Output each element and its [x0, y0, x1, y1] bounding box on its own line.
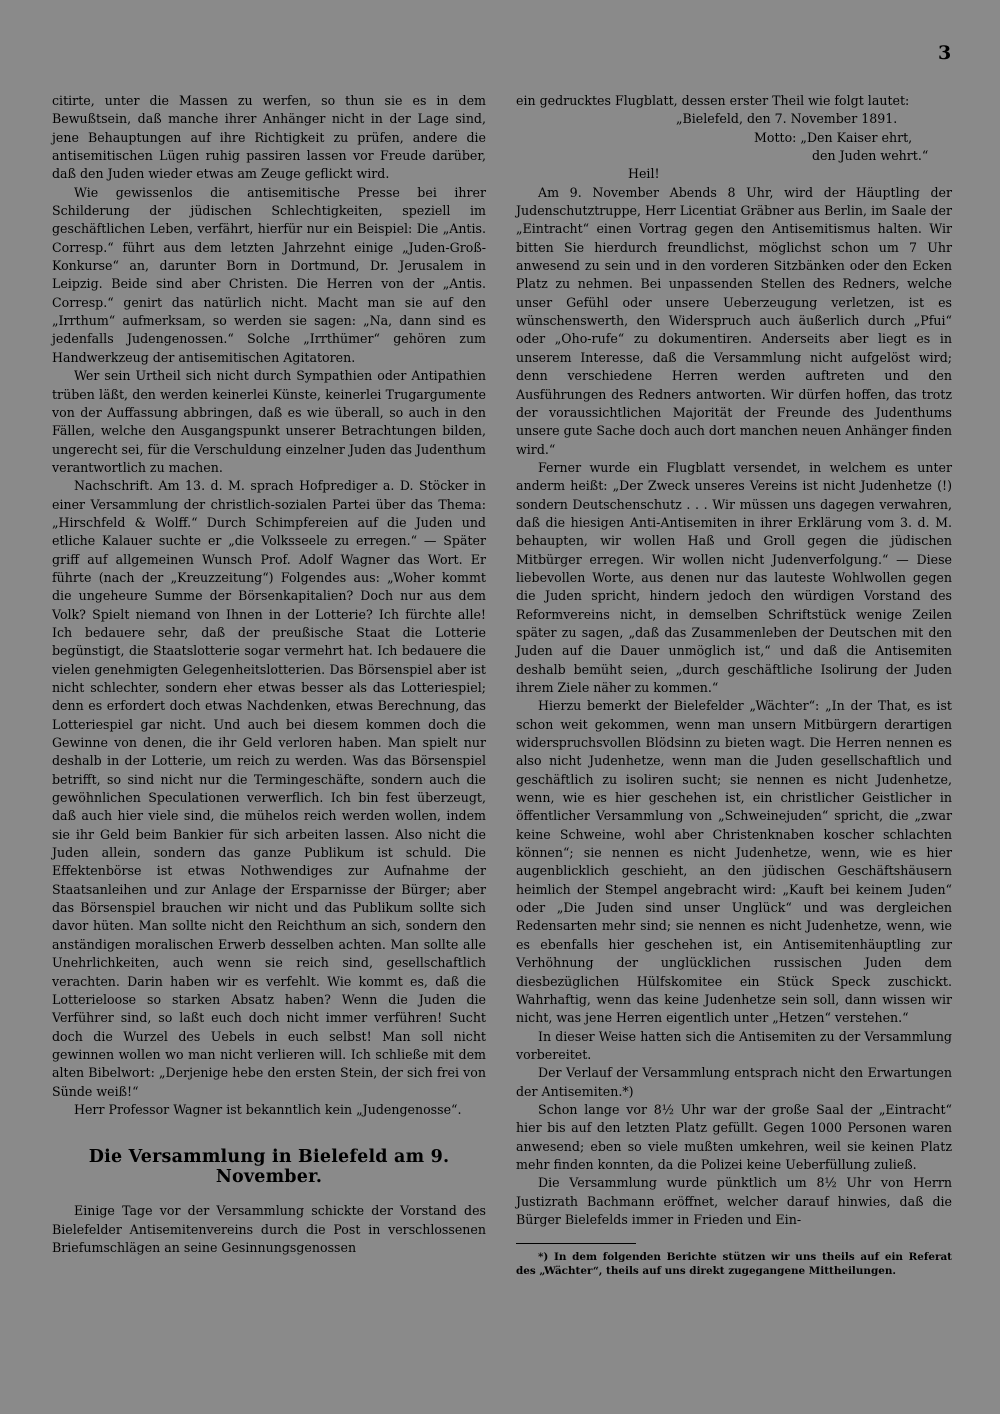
paragraph: Wer sein Urtheil sich nicht durch Sympathien oder Antipathien trüben läßt, den werden keinerlei Künste, keinerlei Trugargumente von der Auffassung abbringen, daß es wie überall, so auch in den Fällen, welche den Ausgangspunkt unserer Betrachtungen bilden, ungerecht sei, für die Verschuldung einzelner Juden das Judenthum verantwortlich zu machen. [52, 368, 486, 475]
paragraph: Herr Professor Wagner ist bekanntlich kein „Judengenosse“. [74, 1101, 462, 1117]
footnote-rule [516, 1243, 636, 1244]
section-heading: Die Versammlung in Bielefeld am 9. November. [88, 1147, 450, 1188]
flyer-dateline: „Bielefeld, den 7. November 1891. [676, 111, 898, 127]
flyer-motto: Motto: „Den Kaiser ehrt, [754, 129, 913, 145]
left-column [52, 92, 486, 1257]
paragraph: Der Verlauf der Versammlung entsprach nicht den Erwartungen der Antisemiten.*) [516, 1065, 952, 1099]
paragraph: ein gedrucktes Flugblatt, dessen erster Theil wie folgt lautet: [516, 93, 910, 108]
paragraph: Die Versammlung wurde pünktlich um 8½ Uhr von Herrn Justizrath Bachmann eröffnet, welcher darauf hinwies, daß die Bürger Bielefelds immer in Frieden und Ein- [516, 1175, 952, 1227]
paragraph: Wie gewissenlos die antisemitische Presse bei ihrer Schilderung der jüdischen Schlechtigkeiten, speziell im geschäftlichen Leben, verfährt, hierfür nur ein Beispiel: Die „Antis. Corresp.“ führt aus dem letzten Jahrzehnt einige „Juden-Groß-Konkurse“ an, darunter Born in Dortmund, Dr. Jerusalem in Leipzig. Beide sind aber Christen. Die Herren von der „Antis. Corresp.“ genirt das natürlich nicht. Macht man sie auf den „Irrthum“ aufmerksam, so werden sie sagen: „Na, dann sind es jedenfalls Judengenossen.“ Solche „Irrthümer“ gehören zum Handwerkzeug der antisemitischen Agitatoren. [52, 184, 486, 365]
paragraph: In dieser Weise hatten sich die Antisemiten zu der Versammlung vorbereitet. [516, 1028, 952, 1062]
paragraph: citirte, unter die Massen zu werfen, so thun sie es in dem Bewußtsein, daß manche ihrer Anhänger nicht in der Lage sind, jene Behauptungen auf ihre Richtigkeit zu prüfen, andere die antisemitischen Lügen ruhig passiren lassen vor Freude darüber, daß den Juden wieder etwas am Zeuge geflickt wird. [52, 93, 486, 182]
paragraph: Schon lange vor 8½ Uhr war der große Saal der „Eintracht“ hier bis auf den letzten Platz gefüllt. Gegen 1000 Personen waren anwesend; eben so viele mußten umkehren, weil sie keinen Platz mehr finden konnten, da die Polizei keine Ueberfüllung zuließ. [516, 1101, 952, 1172]
paragraph: Einige Tage vor der Versammlung schickte der Vorstand des Bielefelder Antisemitenvereins durch die Post in verschlossenen Briefumschlägen an seine Gesinnungsgenossen [52, 1203, 486, 1255]
flyer-greeting: Heil! [628, 166, 660, 182]
footnote: *) In dem folgenden Berichte stützen wir uns theils auf ein Referat des „Wächter“, theils auf uns direkt zugegangene Mittheilungen. [516, 1251, 952, 1278]
paragraph: Ferner wurde ein Flugblatt versendet, in welchem es unter anderm heißt: „Der Zweck unseres Vereins ist nicht Judenhetze (!) sondern Deutschenschutz . . . Wir müssen uns dagegen verwahren, daß die hiesigen Anti-Antisemiten in ihrer Erklärung vom 3. d. M. behaupten, wir wollen Haß und Groll gegen die jüdischen Mitbürger erregen. Wir wollen nicht Judenverfolgung.“ — Diese liebevollen Worte, aus denen nur das lauteste Wohlwollen gegen die Juden spricht, hindern jedoch den würdigen Vorstand des Reformvereins nicht, in demselben Schriftstück wenige Zeilen später zu sagen, „daß das Zusammenleben der Deutschen mit den Juden auf die Dauer unmöglich ist,“ und daß die Antisemiten deshalb bemüht seien, „durch geschäftliche Isolirung der Juden ihrem Ziele näher zu kommen.“ [516, 459, 952, 695]
paragraph: Hierzu bemerkt der Bielefelder „Wächter“: „In der That, es ist schon weit gekommen, wenn man unsern Mitbürgern derartigen widerspruchsvollen Blödsinn zu bieten wagt. Die Herren nennen es also nicht Judenhetze, wenn man die Juden gesellschaftlich und geschäftlich zu isoliren sucht; sie nennen es nicht Judenhetze, wenn, wie es hier geschehen ist, ein christlicher Geistlicher in öffentlicher Versammlung von „Schweinejuden“ spricht, die „zwar keine Schweine, wohl aber Christenknaben koscher schlachten können“; sie nennen es nicht Judenhetze, wenn, wie es hier augenblicklich geschieht, an den jüdischen Geschäftshäusern heimlich der Stempel angebracht wird: „Kauft bei keinem Juden“ oder „Die Juden sind unser Unglück“ und was dergleichen Redensarten mehr sind; sie nennen es nicht Judenhetze, wenn, wie es ebenfalls hier geschehen ist, ein Antisemitenhäuptling zur Verhöhnung der unglücklichen russischen Juden dem diesbezüglichen Hülfskomitee ein Stück Speck zuschickt. Wahrhaftig, wenn das keine Judenhetze sein soll, dann wissen wir nicht, was jene Herren eigentlich unter „Hetzen“ verstehen.“ [516, 698, 952, 1026]
paragraph: Am 9. November Abends 8 Uhr, wird der Häuptling der Judenschutztruppe, Herr Licentiat Gräbner aus Berlin, im Saale der „Eintracht“ einen Vortrag gegen den Antisemitismus halten. Wir bitten Sie hierdurch freundlichst, möglichst schon um 7 Uhr anwesend zu sein und in den vorderen Sitzbänken oder den Ecken Platz zu nehmen. Bei unpassenden Stellen des Redners, welche unser Gefühl oder unsere Ueberzeugung verletzen, ist es wünschenswerth, den Widerspruch auch äußerlich durch „Pfui“ oder „Oho-rufe“ zu dokumentiren. Anderseits aber liegt es in unserem Interesse, daß die Versammlung nicht aufgelöst wird; denn verschiedene Herren werden auftreten und den Ausführungen des Redners antworten. Wir dürfen hoffen, das trotz der voraussichtlichen Majorität der Freunde des Judenthums unsere gute Sache doch auch dort manchen neuen Anhänger finden wird.“ [516, 184, 952, 457]
postscript-paragraph: Nachschrift. Am 13. d. M. sprach Hofprediger a. D. Stöcker in einer Versammlung der christlich-sozialen Partei über das Thema: „Hirschfeld & Wolff.“ Durch Schimpfereien auf die Juden und etliche Kalauer suchte er „die Volksseele zu erregen.“ — Später griff auf allgemeinen Wunsch Prof. Adolf Wagner das Wort. Er führte (nach der „Kreuzzeitung“) Folgendes aus: „Woher kommt die ungeheure Summe der Börsenkapitalien? Doch nur aus dem Volk? Spielt niemand von Ihnen in der Lotterie? Ich fürchte alle! Ich bedauere sehr, daß der preußische Staat die Lotterie begünstigt, die Staatslotterie sogar vermehrt hat. Ich bedauere die vielen genehmigten Gelegenheitslotterien. Das Börsenspiel aber ist nicht schlechter, sondern eher etwas besser als das Lotteriespiel; denn es erfordert doch etwas Nachdenken, etwas Berechnung, das Lotteriespiel gar nicht. Und auch bei diesem kommen doch die Gewinne von denen, die ihr Geld verloren haben. Man spielt nur deshalb in der Lotterie, um reich zu werden. Was das Börsenspiel betrifft, so sind nicht nur die Termingeschäfte, sondern auch die gewöhnlichen Speculationen verwerflich. Ich bin fest überzeugt, daß auch hier viele sind, die mühelos reich werden wollen, indem sie ihr Geld beim Bankier für sich arbeiten lassen. Also nicht die Juden allein, sondern das ganze Publikum ist schuld. Die Effektenbörse ist etwas Nothwendiges zur Aufnahme der Staatsanleihen und zur Anlage der Ersparnisse der Bürger; aber das Börsenspiel brauchen wir nicht und das Publikum sollte sich davor hüten. Man sollte nicht den Reichthum an sich, sondern den anständigen moralischen Erwerb desselben achten. Man sollte alle Unehrlichkeiten, auch wenn sie reich sind, gesellschaftlich verachten. Darin haben wir es verfehlt. Wie kommt es, daß die Lotterieloose so starken Absatz haben? Wenn die Juden die Verführer sind, so laßt euch doch nicht immer verführen! Sucht doch die Wurzel des Uebels in euch selbst! Man soll nicht gewinnen wollen wo man nicht verlieren will. Ich schließe mit dem alten Bibelwort: „Derjenige hebe den ersten Stein, der sich frei von Sünde weiß!“ [52, 478, 486, 1099]
page-number: 3 [938, 42, 952, 64]
right-column [516, 92, 952, 1278]
flyer-motto: den Juden wehrt.“ [812, 148, 929, 164]
